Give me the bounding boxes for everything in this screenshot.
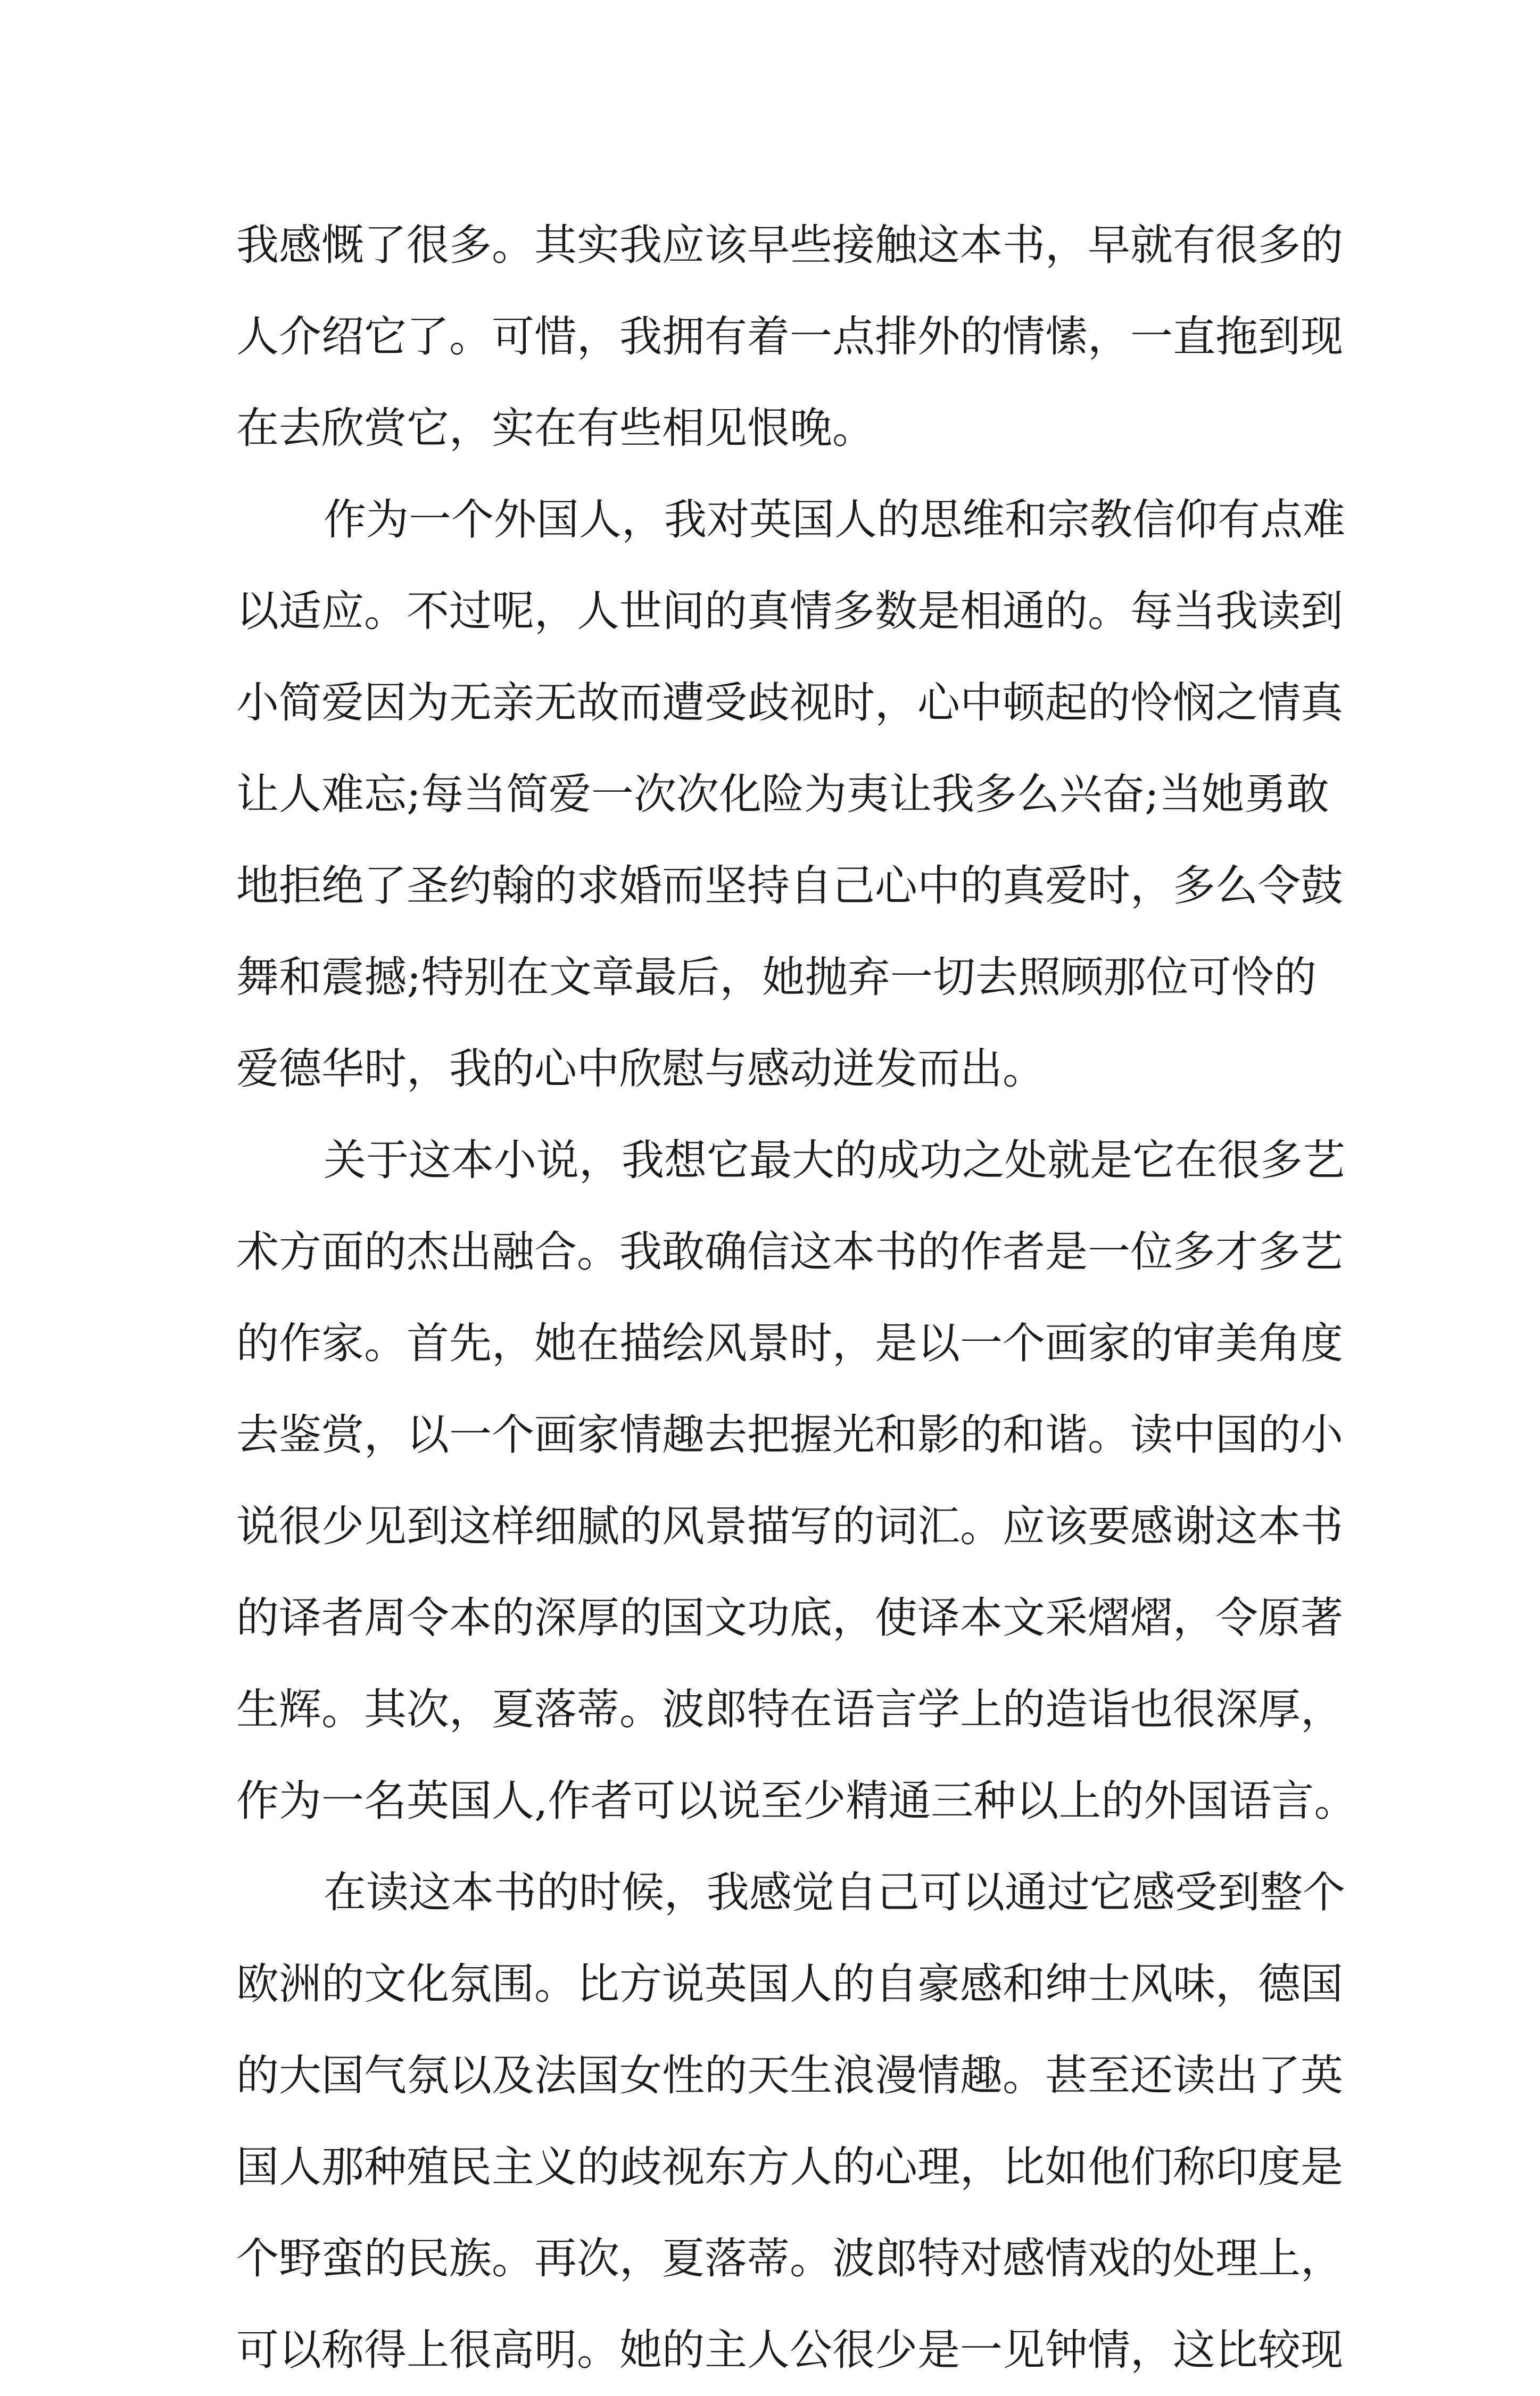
- text-line: 生辉。其次，夏落蒂。波郎特在语言学上的造诣也很深厚，: [236, 1685, 1343, 1734]
- text-line: 关于这本小说，我想它最大的成功之处就是它在很多艺: [324, 1135, 1345, 1185]
- text-line: 个野蛮的民族。再次，夏落蒂。波郎特对感情戏的处理上，: [236, 2234, 1343, 2283]
- text-line: 的译者周令本的深厚的国文功底，使译本文采熠熠，令原著: [236, 1593, 1343, 1643]
- text-line: 去鉴赏，以一个画家情趣去把握光和影的和谐。读中国的小: [236, 1410, 1343, 1460]
- text-line: 可以称得上很高明。她的主人公很少是一见钟情，这比较现: [236, 2325, 1343, 2375]
- document-body: [236, 200, 1357, 2396]
- text-line: 国人那种殖民主义的歧视东方人的心理，比如他们称印度是: [236, 2142, 1343, 2192]
- text-line: 欧洲的文化氛围。比方说英国人的自豪感和绅士风味，德国: [236, 1959, 1343, 2009]
- text-line: 作为一个外国人，我对英国人的思维和宗教信仰有点难: [324, 495, 1345, 544]
- text-line: 的作家。首先，她在描绘风景时，是以一个画家的审美角度: [236, 1319, 1343, 1368]
- text-line: 以适应。不过呢，人世间的真情多数是相通的。每当我读到: [236, 586, 1343, 636]
- text-line: 术方面的杰出融合。我敢确信这本书的作者是一位多才多艺: [236, 1227, 1343, 1276]
- text-line: 爱德华时，我的心中欣慰与感动迸发而出。: [236, 1044, 1045, 1093]
- text-line: 人介绍它了。可惜，我拥有着一点排外的情愫，一直拖到现: [236, 312, 1343, 361]
- text-line: 的大国气氛以及法国女性的天生浪漫情趣。甚至还读出了英: [236, 2051, 1343, 2100]
- text-line: 让人难忘;每当简爱一次次化险为夷让我多么兴奋;当她勇敢: [236, 769, 1329, 819]
- text-line: 我感慨了很多。其实我应该早些接触这本书，早就有很多的: [236, 220, 1343, 270]
- text-line: 说很少见到这样细腻的风景描写的词汇。应该要感谢这本书: [236, 1502, 1343, 1551]
- text-line: 舞和震撼;特别在文章最后，她抛弃一切去照顾那位可怜的: [236, 952, 1317, 1002]
- text-line: 地拒绝了圣约翰的求婚而坚持自己心中的真爱时，多么令鼓: [236, 861, 1343, 910]
- text-line: 在读这本书的时候，我感觉自己可以通过它感受到整个: [324, 1868, 1345, 1917]
- text-line: 在去欣赏它，实在有些相见恨晚。: [236, 403, 875, 453]
- text-line: 作为一名英国人,作者可以说至少精通三种以上的外国语言。: [236, 1776, 1357, 1826]
- text-line: 小简爱因为无亲无故而遭受歧视时，心中顿起的怜悯之情真: [236, 678, 1343, 727]
